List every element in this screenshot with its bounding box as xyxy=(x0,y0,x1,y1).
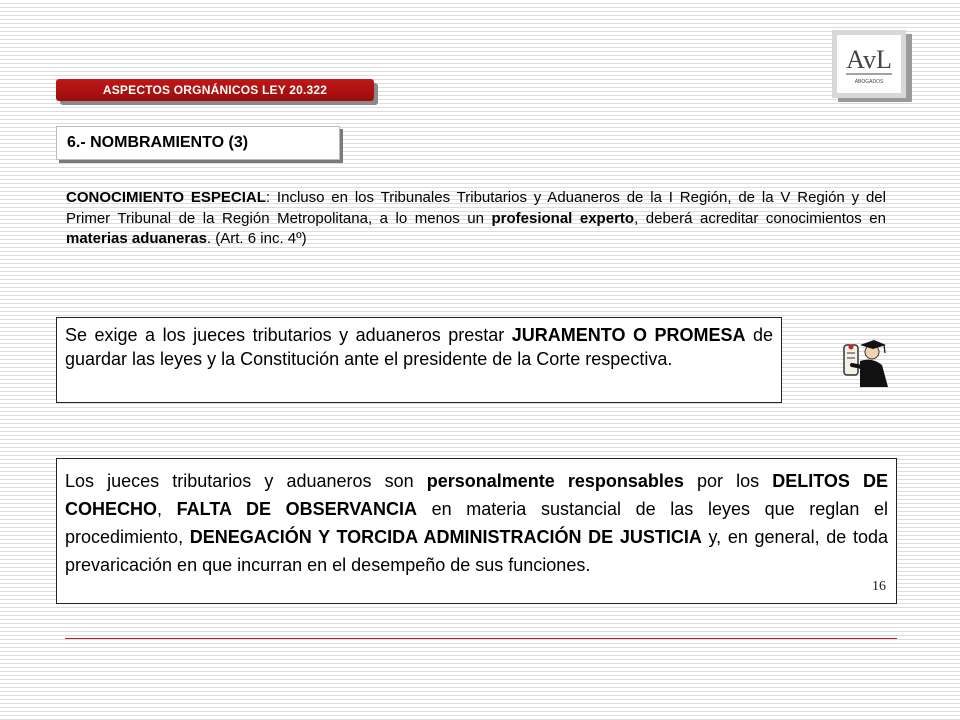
resp-text-3: , xyxy=(157,499,177,519)
oath-text-1: Se exige a los jueces tributarios y aduaneros prestar xyxy=(65,325,512,345)
section-title: 6.- NOMBRAMIENTO (3) xyxy=(67,134,249,151)
section-banner xyxy=(56,79,374,101)
resp-bold-2: DELITOS DE COHECHO xyxy=(65,471,889,519)
banner-text: ASPECTOS ORGNÁNICOS LEY 20.322 xyxy=(102,83,328,97)
graduate-diploma-icon xyxy=(838,335,894,391)
logo-letters: AvL xyxy=(846,45,892,74)
resp-bold-1: personalmente responsables xyxy=(426,471,684,491)
intro-text-1: : Incluso en los Tribunales Tributarios y Aduaneros de la I Región, de la V Región y del Primer Tribunal de la Región Metropolitana, a lo menos un xyxy=(66,189,886,227)
footer-divider xyxy=(65,638,897,639)
resp-bold-3: FALTA DE OBSERVANCIA xyxy=(176,499,417,519)
oath-bold-1: JURAMENTO O PROMESA xyxy=(511,325,746,345)
intro-bold-2: materias aduaneras xyxy=(66,230,207,247)
intro-lead: CONOCIMIENTO ESPECIAL xyxy=(66,189,266,206)
section-title-box xyxy=(56,126,340,160)
resp-text-4: en materia sustancial de las leyes que reglan el procedimiento, xyxy=(65,499,888,547)
resp-text-5: y, en general, de toda prevaricación en que incurran en el desempeño de sus funciones. xyxy=(65,527,888,575)
oath-box xyxy=(56,317,782,403)
logo-caption: ABOGADOS xyxy=(854,79,884,85)
resp-bold-4: DENEGACIÓN Y TORCIDA ADMINISTRACIÓN DE JUSTICIA xyxy=(189,527,702,547)
intro-paragraph xyxy=(66,188,886,250)
responsibility-box xyxy=(56,458,897,604)
resp-text-1: Los jueces tributarios y aduaneros son xyxy=(65,471,427,491)
avl-logo xyxy=(832,30,914,104)
oath-text-2: de guardar las leyes y la Constitución ante el presidente de la Corte respectiva. xyxy=(65,325,773,369)
page-number: 16 xyxy=(872,579,886,594)
intro-text-3: . (Art. 6 inc. 4º) xyxy=(206,230,307,247)
intro-bold-1: profesional experto xyxy=(491,209,635,227)
intro-text-2: , deberá acreditar conocimientos en xyxy=(634,209,886,227)
resp-text-2: por los xyxy=(683,471,773,491)
